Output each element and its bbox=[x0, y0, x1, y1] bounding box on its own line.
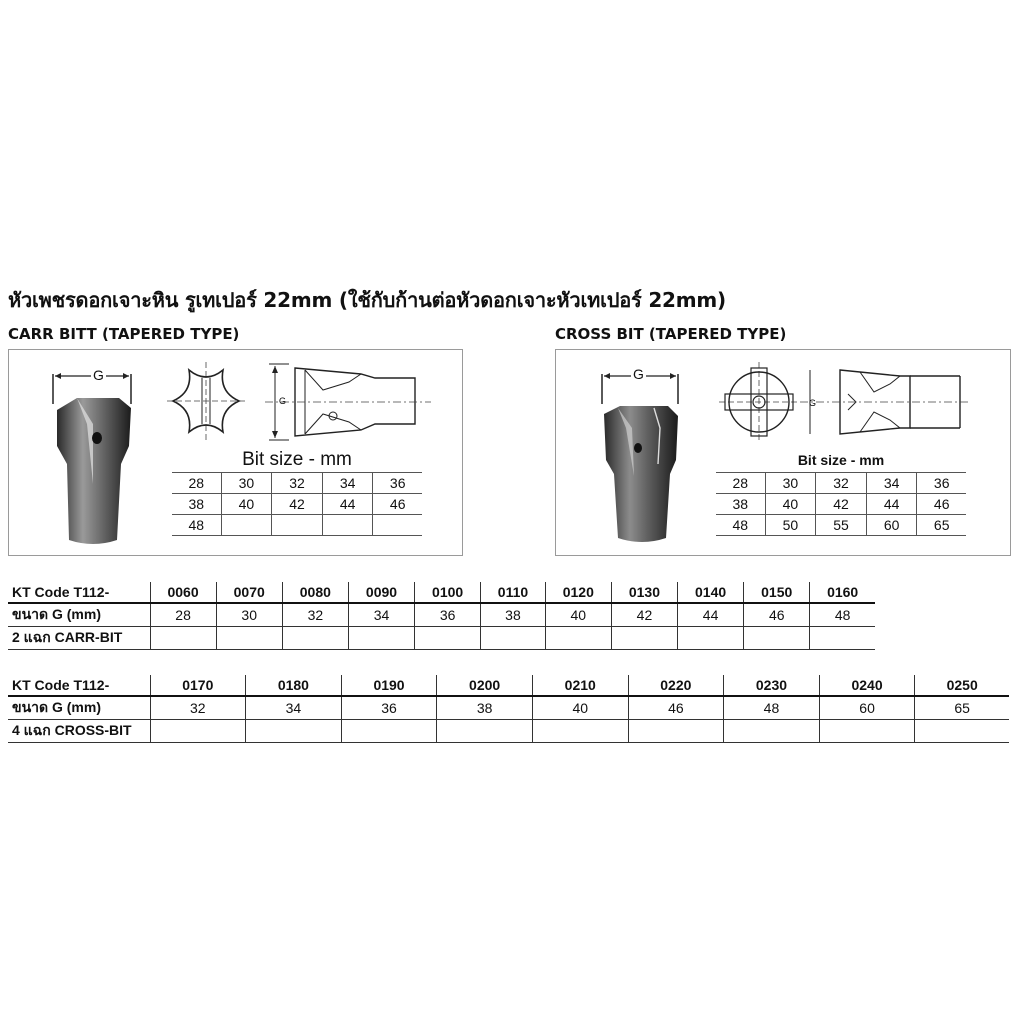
type-cell bbox=[810, 627, 875, 650]
size-cell: 40 bbox=[532, 696, 628, 720]
size-cell: 30 bbox=[216, 603, 282, 627]
code-cell: 0110 bbox=[481, 582, 546, 603]
type-cell bbox=[628, 720, 724, 743]
size-cell: 28 bbox=[188, 475, 205, 491]
table-row bbox=[8, 627, 875, 650]
carr-bit-panel bbox=[8, 349, 463, 556]
carr-dim-label: G bbox=[93, 367, 104, 383]
size-row bbox=[172, 515, 422, 536]
size-cell: 42 bbox=[611, 603, 677, 627]
cross-size-header: Bit size - mm bbox=[797, 452, 885, 468]
type-cell bbox=[150, 627, 216, 650]
type-cell bbox=[744, 627, 810, 650]
size-row bbox=[172, 473, 422, 494]
carr-side-diagram bbox=[265, 360, 431, 444]
type-cell bbox=[724, 720, 820, 743]
type-cell bbox=[611, 627, 677, 650]
size-cell: 42 bbox=[816, 494, 867, 515]
size-cell: 34 bbox=[246, 696, 342, 720]
size-row bbox=[716, 473, 966, 494]
size-cell: 32 bbox=[272, 473, 323, 494]
size-cell: 34 bbox=[348, 603, 414, 627]
table-row bbox=[8, 720, 1009, 743]
cross-code-table bbox=[8, 675, 1009, 743]
size-cell: 42 bbox=[272, 494, 323, 515]
code-cell: 0080 bbox=[282, 582, 348, 603]
cross-bit-photo bbox=[594, 364, 694, 550]
type-cell bbox=[348, 627, 414, 650]
carr-code-table bbox=[8, 582, 875, 650]
type-cell bbox=[216, 627, 282, 650]
code-cell: 0150 bbox=[744, 582, 810, 603]
code-cell: 0210 bbox=[532, 675, 628, 696]
table-row bbox=[8, 675, 1009, 696]
svg-text:G: G bbox=[809, 398, 817, 408]
size-row bbox=[716, 515, 966, 536]
size-cell: 60 bbox=[819, 696, 915, 720]
size-cell: 34 bbox=[866, 473, 917, 494]
cross-bit-heading: CROSS BIT (TAPERED TYPE) bbox=[555, 325, 787, 343]
size-cell: 44 bbox=[678, 603, 744, 627]
code-row-label: KT Code T112- bbox=[8, 675, 150, 696]
size-cell: 28 bbox=[732, 475, 749, 491]
code-cell: 0100 bbox=[415, 582, 481, 603]
type-row-label: 4 แฉก CROSS-BIT bbox=[8, 720, 150, 743]
size-cell: 46 bbox=[917, 494, 966, 515]
code-cell: 0120 bbox=[545, 582, 611, 603]
type-row-label: 2 แฉก CARR-BIT bbox=[8, 627, 150, 650]
size-cell: 30 bbox=[765, 473, 816, 494]
code-cell: 0220 bbox=[628, 675, 724, 696]
size-cell: 46 bbox=[373, 494, 422, 515]
size-cell: 38 bbox=[437, 696, 533, 720]
type-cell bbox=[819, 720, 915, 743]
size-cell: 32 bbox=[282, 603, 348, 627]
code-row-label: KT Code T112- bbox=[8, 582, 150, 603]
size-cell: 48 bbox=[732, 517, 749, 533]
carr-bit-heading: CARR BITT (TAPERED TYPE) bbox=[8, 325, 240, 343]
carr-bit-photo bbox=[47, 364, 147, 550]
code-cell: 0200 bbox=[437, 675, 533, 696]
size-cell: 32 bbox=[150, 696, 246, 720]
type-cell bbox=[415, 627, 481, 650]
carr-face-diagram bbox=[167, 362, 245, 440]
size-cell: 38 bbox=[188, 496, 205, 512]
size-cell: 55 bbox=[816, 515, 867, 536]
code-cell: 0140 bbox=[678, 582, 744, 603]
type-cell bbox=[915, 720, 1009, 743]
size-cell: 38 bbox=[732, 496, 749, 512]
code-cell: 0190 bbox=[341, 675, 437, 696]
page-title: หัวเพชรดอกเจาะหิน รูเทเปอร์ 22mm (ใช้กับก้านต่อหัวดอกเจาะหัวเทเปอร์ 22mm) bbox=[8, 288, 726, 312]
size-cell: 36 bbox=[373, 473, 422, 494]
size-cell bbox=[373, 515, 422, 536]
size-cell: 32 bbox=[816, 473, 867, 494]
size-cell bbox=[272, 515, 323, 536]
code-cell: 0160 bbox=[810, 582, 875, 603]
size-cell: 44 bbox=[322, 494, 373, 515]
carr-size-table bbox=[172, 472, 422, 536]
size-cell: 65 bbox=[917, 515, 966, 536]
size-cell: 36 bbox=[341, 696, 437, 720]
type-cell bbox=[282, 627, 348, 650]
table-row bbox=[8, 582, 875, 603]
code-cell: 0130 bbox=[611, 582, 677, 603]
size-cell: 46 bbox=[744, 603, 810, 627]
code-cell: 0090 bbox=[348, 582, 414, 603]
size-cell: 65 bbox=[915, 696, 1009, 720]
code-cell: 0170 bbox=[150, 675, 246, 696]
code-cell: 0060 bbox=[150, 582, 216, 603]
size-cell: 40 bbox=[221, 494, 272, 515]
code-cell: 0230 bbox=[724, 675, 820, 696]
type-cell bbox=[437, 720, 533, 743]
size-cell: 46 bbox=[628, 696, 724, 720]
size-cell: 48 bbox=[724, 696, 820, 720]
size-cell: 40 bbox=[765, 494, 816, 515]
size-cell: 30 bbox=[221, 473, 272, 494]
size-cell: 48 bbox=[188, 517, 205, 533]
table-row bbox=[8, 603, 875, 627]
size-cell: 44 bbox=[866, 494, 917, 515]
cross-dim-label: G bbox=[633, 366, 644, 382]
carr-size-header: Bit size - mm bbox=[242, 449, 352, 470]
type-cell bbox=[545, 627, 611, 650]
size-row-label: ขนาด G (mm) bbox=[8, 696, 150, 720]
size-cell bbox=[221, 515, 272, 536]
cross-side-diagram bbox=[800, 362, 970, 442]
type-cell bbox=[481, 627, 546, 650]
size-cell: 28 bbox=[150, 603, 216, 627]
code-cell: 0180 bbox=[246, 675, 342, 696]
type-cell bbox=[341, 720, 437, 743]
cross-bit-panel bbox=[555, 349, 1011, 556]
type-cell bbox=[532, 720, 628, 743]
size-cell bbox=[322, 515, 373, 536]
cross-face-diagram bbox=[719, 362, 799, 442]
size-cell: 38 bbox=[481, 603, 546, 627]
type-cell bbox=[246, 720, 342, 743]
size-row-label: ขนาด G (mm) bbox=[8, 603, 150, 627]
size-cell: 50 bbox=[765, 515, 816, 536]
size-cell: 36 bbox=[415, 603, 481, 627]
svg-text:G: G bbox=[279, 396, 287, 406]
size-cell: 48 bbox=[810, 603, 875, 627]
cross-size-table bbox=[716, 472, 966, 536]
size-cell: 36 bbox=[917, 473, 966, 494]
size-cell: 34 bbox=[322, 473, 373, 494]
type-cell bbox=[678, 627, 744, 650]
size-cell: 40 bbox=[545, 603, 611, 627]
size-row bbox=[172, 494, 422, 515]
code-cell: 0070 bbox=[216, 582, 282, 603]
code-cell: 0240 bbox=[819, 675, 915, 696]
size-row bbox=[716, 494, 966, 515]
code-cell: 0250 bbox=[915, 675, 1009, 696]
size-cell: 60 bbox=[866, 515, 917, 536]
type-cell bbox=[150, 720, 246, 743]
table-row bbox=[8, 696, 1009, 720]
